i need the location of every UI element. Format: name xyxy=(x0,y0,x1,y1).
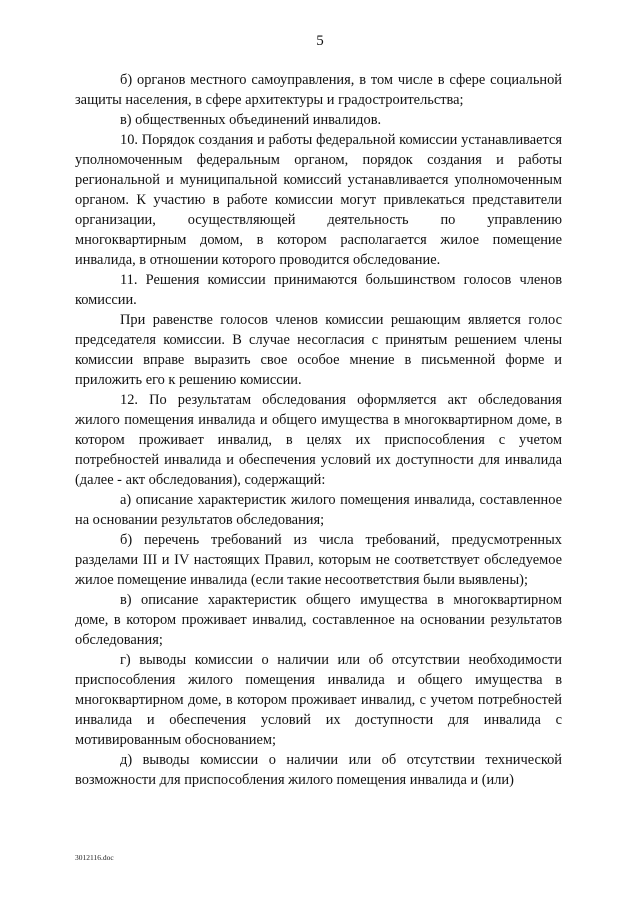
paragraph-10-commission-procedure: 10. Порядок создания и работы федеральной комиссии устанавливается уполномоченным федеральным органом, порядок создания и работы региональной и муниципальной комиссий устанавливается уполномоченным органом. К участию в работе комиссии могут привлекаться представители организации, осуществляющей деятельность по управлению многоквартирным домом, в котором располагается жилое помещение инвалида, в отношении которого проводится обследование. xyxy=(75,132,562,268)
paragraph-12a: а) описание характеристик жилого помещения инвалида, составленное на основании результатов обследования; xyxy=(75,492,562,528)
paragraph-1b-local-authorities: б) органов местного самоуправления, в том числе в сфере социальной защиты населения, в сфере архитектуры и градостроительства; xyxy=(75,72,562,108)
paragraph-12-inspection-act: 12. По результатам обследования оформляется акт обследования жилого помещения инвалида и общего имущества в многоквартирном доме, в котором проживает инвалид, в целях их приспособления с учетом потребностей инвалида и обеспечения условий их доступности для инвалида (далее - акт обследования), содержащий: xyxy=(75,392,562,488)
paragraph-11-decisions: 11. Решения комиссии принимаются большинством голосов членов комиссии. xyxy=(75,272,562,308)
page-number: 5 xyxy=(316,33,324,49)
paragraph-12d: д) выводы комиссии о наличии или об отсутствии технической возможности для приспособления жилого помещения инвалида и (или) xyxy=(75,752,562,788)
paragraph-11-tie-vote: При равенстве голосов членов комиссии решающим является голос председателя комиссии. В случае несогласия с принятым решением члены комиссии вправе выразить свое особое мнение в письменной форме и приложить его к решению комиссии. xyxy=(75,312,562,388)
paragraph-1v-public-associations: в) общественных объединений инвалидов. xyxy=(120,112,382,128)
footer-filename: 3012116.doc xyxy=(75,853,114,862)
paragraph-12g: г) выводы комиссии о наличии или об отсутствии необходимости приспособления жилого помещения инвалида и общего имущества в многоквартирном доме, в котором проживает инвалид, с учетом потребностей инвалида и обеспечения условий их доступности для инвалида с мотивированным обоснованием; xyxy=(75,652,562,748)
paragraph-12b: б) перечень требований из числа требований, предусмотренных разделами III и IV настоящих Правил, которым не соответствует обследуемое жилое помещение инвалида (если такие несоответствия были выявлены); xyxy=(75,532,562,588)
paragraph-12v: в) описание характеристик общего имущества в многоквартирном доме, в котором проживает инвалид, составленное на основании результатов обследования; xyxy=(75,592,562,648)
document-body xyxy=(75,70,562,790)
